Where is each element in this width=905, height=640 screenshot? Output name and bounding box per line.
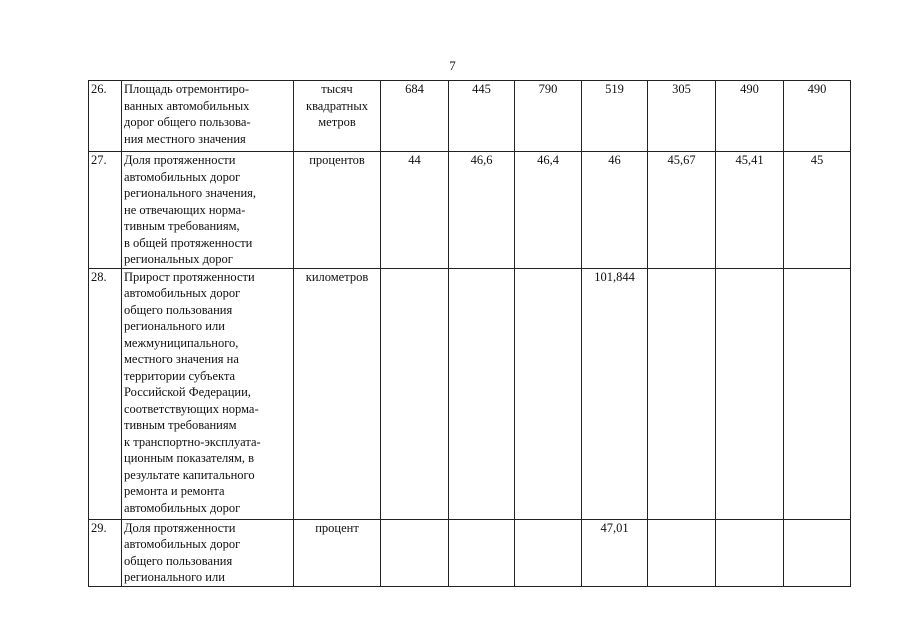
- indicator-name-line: региональных дорог: [124, 252, 233, 266]
- row-number: 29.: [89, 519, 122, 586]
- value-cell: [381, 268, 449, 519]
- indicator-name-line: соответствующих норма-: [124, 401, 259, 416]
- indicator-name-line: Прирост протяженности: [124, 269, 255, 284]
- indicator-name: [122, 81, 294, 152]
- unit-of-measure: [294, 519, 381, 586]
- table-row: [89, 152, 851, 269]
- unit-line: километров: [305, 269, 369, 284]
- value-cell: 305: [648, 81, 716, 152]
- indicator-name-line: ния местного значения: [124, 131, 246, 146]
- indicator-name-line: Доля протяженности: [124, 153, 236, 167]
- indicator-name: [122, 268, 294, 519]
- value-cell: [784, 268, 851, 519]
- value-cell: [449, 268, 515, 519]
- value-cell: 519: [582, 81, 648, 152]
- indicator-name-line: ванных автомобильных: [124, 98, 250, 113]
- row-number: 27.: [89, 152, 122, 269]
- unit-line: квадратных: [306, 98, 368, 113]
- value-cell: 790: [515, 81, 582, 152]
- value-cell: 46: [582, 152, 648, 269]
- indicator-name-line: тивным требованиям: [124, 418, 237, 432]
- value-cell: [381, 519, 449, 586]
- unit-of-measure: [294, 268, 381, 519]
- indicator-name-line: Доля протяженности: [124, 520, 236, 535]
- indicator-name-line: автомобильных дорог: [124, 537, 241, 551]
- indicator-name-line: Площадь отремонтиро-: [124, 82, 250, 96]
- indicator-name-line: ремонта и ремонта: [124, 484, 225, 498]
- table-row: [89, 81, 851, 152]
- table-row: [89, 519, 851, 586]
- indicator-name-line: общего пользования: [124, 553, 233, 568]
- indicator-name-line: ционным показателям, в: [124, 451, 255, 465]
- value-cell: [784, 519, 851, 586]
- value-cell: [648, 268, 716, 519]
- indicator-name-line: Российской Федерации,: [124, 385, 251, 399]
- indicator-name-line: к транспортно-эксплуата-: [124, 434, 261, 449]
- unit-line: процент: [315, 520, 359, 535]
- indicator-name-line: не отвечающих норма-: [124, 202, 246, 217]
- value-cell: 490: [784, 81, 851, 152]
- value-cell: 490: [716, 81, 784, 152]
- indicator-name-line: дорог общего пользова-: [124, 115, 251, 129]
- value-cell: 44: [381, 152, 449, 269]
- indicator-name-line: территории субъекта: [124, 368, 236, 383]
- page-number: 7: [449, 58, 456, 73]
- value-cell: [449, 519, 515, 586]
- value-cell: 45,67: [648, 152, 716, 269]
- value-cell: 45: [784, 152, 851, 269]
- indicator-name-line: тивным требованиям,: [124, 219, 240, 233]
- value-cell: 46,4: [515, 152, 582, 269]
- unit-of-measure: [294, 152, 381, 269]
- row-number: 26.: [89, 81, 122, 152]
- indicators-table: [88, 80, 851, 587]
- value-cell: [716, 519, 784, 586]
- value-cell: [515, 519, 582, 586]
- indicator-name-line: результате капитального: [124, 467, 255, 482]
- value-cell: 101,844: [582, 268, 648, 519]
- indicator-name-line: межмуниципального,: [124, 335, 239, 350]
- unit-of-measure: [294, 81, 381, 152]
- row-number: 28.: [89, 268, 122, 519]
- indicator-name-line: общего пользования: [124, 302, 233, 317]
- value-cell: 684: [381, 81, 449, 152]
- indicator-name-line: в общей протяженности: [124, 235, 253, 250]
- indicator-name-line: регионального или: [124, 319, 225, 333]
- value-cell: 46,6: [449, 152, 515, 269]
- indicator-name: [122, 519, 294, 586]
- unit-line: метров: [318, 115, 356, 129]
- indicator-name-line: регионального значения,: [124, 186, 257, 200]
- value-cell: [716, 268, 784, 519]
- value-cell: 45,41: [716, 152, 784, 269]
- value-cell: [648, 519, 716, 586]
- indicator-name-line: автомобильных дорог: [124, 500, 241, 515]
- unit-line: процентов: [309, 153, 365, 167]
- indicator-name-line: автомобильных дорог: [124, 286, 241, 300]
- table-row: [89, 268, 851, 519]
- unit-line: тысяч: [321, 82, 353, 96]
- value-cell: 47,01: [582, 519, 648, 586]
- indicator-name-line: регионального или: [124, 570, 225, 584]
- value-cell: 445: [449, 81, 515, 152]
- value-cell: [515, 268, 582, 519]
- indicator-name-line: автомобильных дорог: [124, 169, 241, 184]
- indicator-name: [122, 152, 294, 269]
- indicator-name-line: местного значения на: [124, 352, 239, 366]
